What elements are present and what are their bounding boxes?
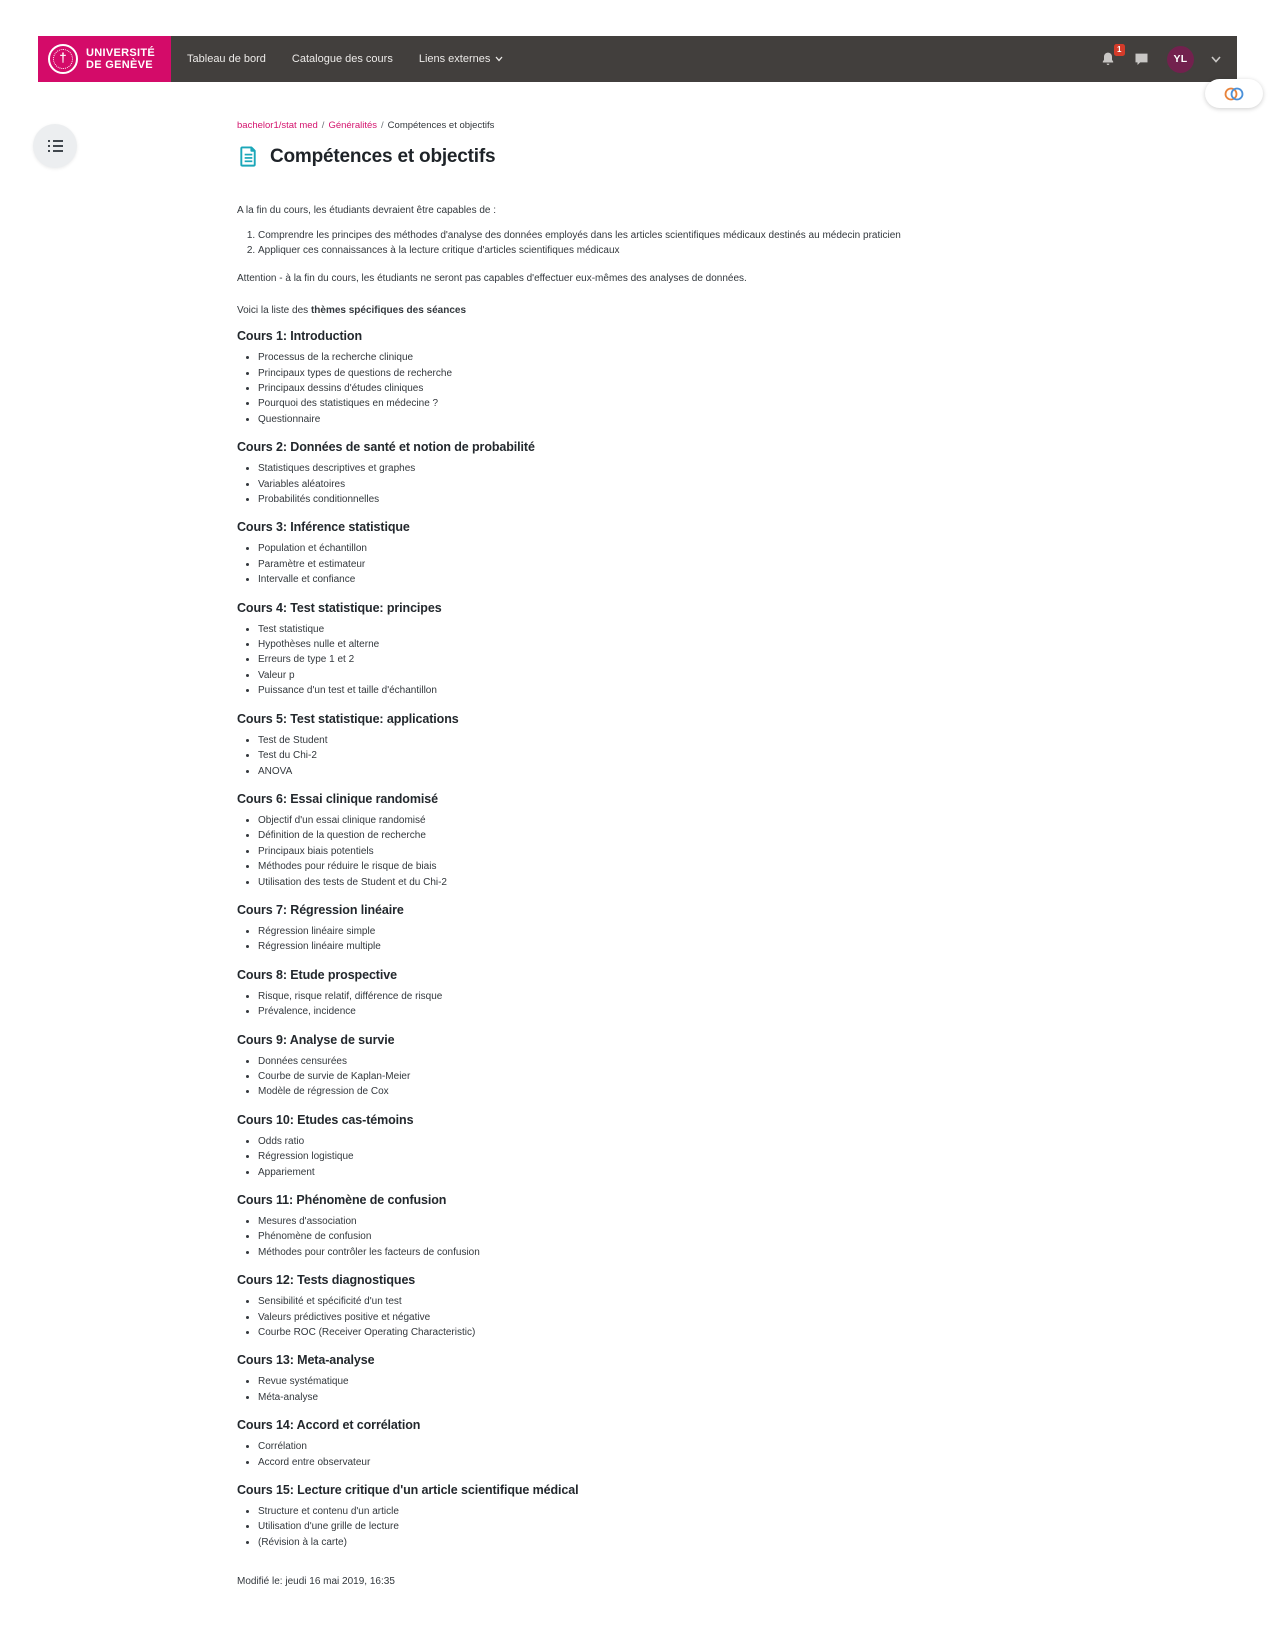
topic-item: • Processus de la recherche clinique <box>258 350 937 365</box>
course-topics-list <box>237 1504 937 1550</box>
course-section <box>237 712 937 779</box>
course-heading: Cours 8: Etude prospective <box>237 967 397 982</box>
page-title: Compétences et objectifs <box>270 145 496 167</box>
list-icon <box>48 140 63 153</box>
topic-item: • Données censurées <box>258 1054 937 1069</box>
course-topics-list <box>237 1054 937 1100</box>
course-section <box>237 1483 937 1550</box>
topic-item: • Paramètre et estimateur <box>258 557 937 572</box>
topic-item: • Prévalence, incidence <box>258 1004 937 1019</box>
course-heading: Cours 9: Analyse de survie <box>237 1032 395 1047</box>
course-heading: Cours 3: Inférence statistique <box>237 520 410 535</box>
topic-item: • Mesures d'association <box>258 1214 937 1229</box>
topic-item: • Pourquoi des statistiques en médecine ? <box>258 396 937 411</box>
topic-item: • Test du Chi-2 <box>258 748 937 763</box>
topic-item: • Risque, risque relatif, différence de risque <box>258 989 937 1004</box>
topic-item: • Méthodes pour contrôler les facteurs de confusion <box>258 1245 937 1260</box>
topic-item: • Probabilités conditionnelles <box>258 492 937 507</box>
page-title-row <box>237 145 937 168</box>
objectives-list <box>237 229 937 258</box>
intro-paragraph: A la fin du cours, les étudiants devraient être capables de : <box>237 205 497 216</box>
topic-item: • Utilisation des tests de Student et du Chi-2 <box>258 875 937 890</box>
topic-item: • Valeurs prédictives positive et négative <box>258 1310 937 1325</box>
objective-item: 1. Comprendre les principes des méthodes d'analyse des données employés dans les articles scientifiques médicaux destinés au médecin praticien <box>258 229 937 244</box>
courses-container <box>237 329 937 1550</box>
topic-item: • Courbe ROC (Receiver Operating Characteristic) <box>258 1325 937 1340</box>
topic-item: • Variables aléatoires <box>258 477 937 492</box>
topic-item: • Corrélation <box>258 1439 937 1454</box>
topic-item: • Méta-analyse <box>258 1390 937 1405</box>
course-topics-list <box>237 622 937 699</box>
main-content <box>237 120 937 1587</box>
course-topics-list <box>237 1374 937 1405</box>
course-section <box>237 968 937 1020</box>
topic-item: • Modèle de régression de Cox <box>258 1084 937 1099</box>
topic-item: • Population et échantillon <box>258 541 937 556</box>
breadcrumb-link[interactable]: bachelor1/stat med <box>237 120 318 131</box>
avatar[interactable]: YL <box>1167 46 1194 73</box>
course-section <box>237 1193 937 1260</box>
themes-intro <box>237 305 937 316</box>
course-topics-list <box>237 1439 937 1470</box>
topic-item: • Erreurs de type 1 et 2 <box>258 652 937 667</box>
course-section <box>237 1113 937 1180</box>
nav-link[interactable]: Catalogue des cours <box>291 53 393 65</box>
course-heading: Cours 2: Données de santé et notion de probabilité <box>237 440 535 455</box>
course-topics-list <box>237 541 937 587</box>
topic-item: • Test statistique <box>258 622 937 637</box>
nav-link[interactable]: Tableau de bord <box>187 53 266 65</box>
course-topics-list <box>237 733 937 779</box>
topic-item: • Régression linéaire multiple <box>258 939 937 954</box>
messages-button[interactable] <box>1133 51 1150 67</box>
topic-item: • Hypothèses nulle et alterne <box>258 637 937 652</box>
course-index-toggle-button[interactable] <box>33 124 77 168</box>
warning-paragraph: Attention - à la fin du cours, les étudiants ne seront pas capables d'effectuer eux-mêmes des analyses de données. <box>237 273 747 285</box>
topic-item: • Principaux biais potentiels <box>258 844 937 859</box>
course-heading: Cours 4: Test statistique: principes <box>237 600 442 615</box>
notification-badge: 1 <box>1114 44 1125 56</box>
course-heading: Cours 5: Test statistique: applications <box>237 711 459 726</box>
topic-item: • Intervalle et confiance <box>258 572 937 587</box>
course-section <box>237 1353 937 1405</box>
course-topics-list <box>237 461 937 507</box>
topic-item: • Puissance d'un test et taille d'échantillon <box>258 683 937 698</box>
course-section <box>237 792 937 890</box>
nav-right <box>1100 36 1237 82</box>
topic-item: • (Révision à la carte) <box>258 1535 937 1550</box>
course-section <box>237 440 937 507</box>
course-heading: Cours 7: Régression linéaire <box>237 902 404 917</box>
unige-logo[interactable] <box>38 36 171 82</box>
course-section <box>237 520 937 587</box>
course-heading: Cours 6: Essai clinique randomisé <box>237 791 438 806</box>
course-heading: Cours 1: Introduction <box>237 329 362 344</box>
top-navbar <box>38 36 1237 82</box>
course-heading: Cours 14: Accord et corrélation <box>237 1418 421 1433</box>
course-topics-list <box>237 1294 937 1340</box>
topic-item: • Valeur p <box>258 668 937 683</box>
topic-item: • Objectif d'un essai clinique randomisé <box>258 813 937 828</box>
topic-item: • Revue systématique <box>258 1374 937 1389</box>
course-section <box>237 1273 937 1340</box>
course-section <box>237 329 937 427</box>
course-heading: Cours 11: Phénomène de confusion <box>237 1193 447 1207</box>
nav-link[interactable]: Liens externes <box>419 53 504 65</box>
course-topics-list <box>237 924 937 955</box>
page-document-icon <box>237 145 260 168</box>
topic-item: • Courbe de survie de Kaplan-Meier <box>258 1069 937 1084</box>
breadcrumb-link[interactable]: Généralités <box>328 120 378 131</box>
topic-item: • Statistiques descriptives et graphes <box>258 461 937 476</box>
topic-item: • Phénomène de confusion <box>258 1229 937 1244</box>
course-section <box>237 1033 937 1100</box>
course-heading: Cours 10: Etudes cas-témoins <box>237 1112 414 1127</box>
breadcrumb-current: Compétences et objectifs <box>387 120 495 131</box>
topic-item: • Régression linéaire simple <box>258 924 937 939</box>
course-section <box>237 1418 937 1470</box>
course-heading: Cours 12: Tests diagnostiques <box>237 1273 416 1288</box>
notifications-button[interactable] <box>1100 45 1122 67</box>
topic-item: • ANOVA <box>258 764 937 779</box>
topic-item: • Régression logistique <box>258 1149 937 1164</box>
breadcrumb-separator: / <box>381 120 384 131</box>
user-menu-chevron-down-icon[interactable] <box>1211 56 1221 63</box>
course-topics-list <box>237 989 937 1020</box>
unige-logo-text: UNIVERSITÉ DE GENÈVE <box>86 46 156 71</box>
course-heading: Cours 15: Lecture critique d'un article scientifique médical <box>237 1483 579 1498</box>
topic-item: • Sensibilité et spécificité d'un test <box>258 1294 937 1309</box>
chat-icon <box>1133 51 1150 67</box>
course-topics-list <box>237 1134 937 1180</box>
topic-item: • Structure et contenu d'un article <box>258 1504 937 1519</box>
topic-item: • Odds ratio <box>258 1134 937 1149</box>
topic-item: • Appariement <box>258 1165 937 1180</box>
topic-item: • Questionnaire <box>258 412 937 427</box>
topic-item: • Définition de la question de recherche <box>258 828 937 843</box>
breadcrumb-separator: / <box>321 120 325 131</box>
topic-item: • Méthodes pour réduire le risque de biais <box>258 859 937 874</box>
course-topics-list <box>237 350 937 427</box>
course-topics-list <box>237 1214 937 1260</box>
themes-intro-bold: thèmes spécifiques des séances <box>310 305 467 317</box>
objective-item: 2. Appliquer ces connaissances à la lecture critique d'articles scientifiques médicaux <box>258 244 937 259</box>
modified-date: Modifié le: jeudi 16 mai 2019, 16:35 <box>237 1576 395 1588</box>
topic-item: • Utilisation d'une grille de lecture <box>258 1519 937 1534</box>
unige-seal-icon <box>48 44 78 74</box>
themes-intro-prefix: Voici la liste des <box>237 305 311 317</box>
browser-extension-button[interactable] <box>1205 79 1263 108</box>
course-section <box>237 903 937 955</box>
course-heading: Cours 13: Meta-analyse <box>237 1353 375 1368</box>
topic-item: • Principaux types de questions de recherche <box>258 366 937 381</box>
nav-links <box>187 36 503 82</box>
topic-item: • Test de Student <box>258 733 937 748</box>
topic-item: • Principaux dessins d'études cliniques <box>258 381 937 396</box>
chevron-down-icon <box>495 56 503 62</box>
course-section <box>237 601 937 699</box>
extension-icon <box>1223 85 1245 103</box>
topic-item: • Accord entre observateur <box>258 1455 937 1470</box>
breadcrumb <box>237 120 937 132</box>
course-topics-list <box>237 813 937 890</box>
